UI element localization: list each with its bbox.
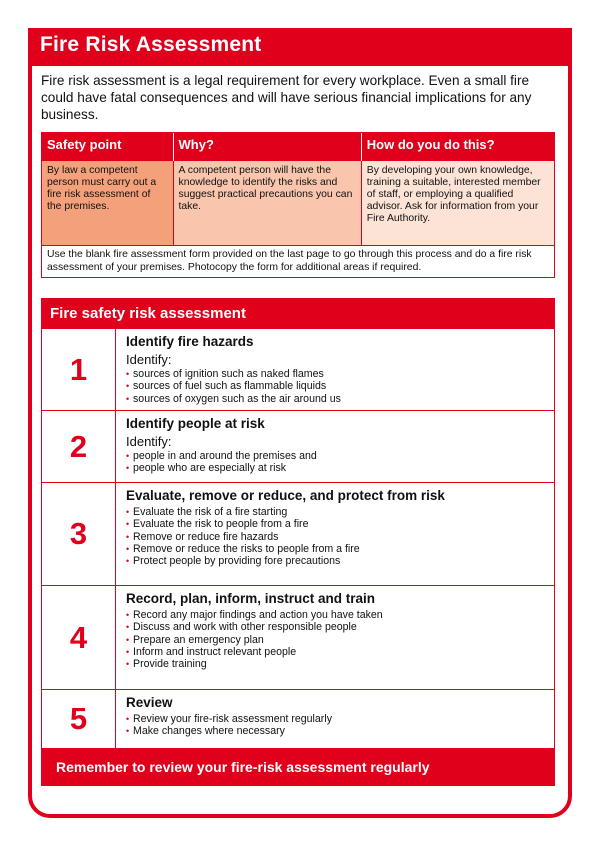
step-title: Record, plan, inform, instruct and train [126, 591, 376, 606]
step-identify-label: Identify: [126, 352, 172, 367]
step-title: Identify people at risk [126, 416, 265, 431]
list-item: • Review your fire-risk assessment regularly [126, 713, 544, 725]
safety-table [41, 132, 555, 278]
step-content [116, 483, 554, 585]
list-item: • Inform and instruct relevant people [126, 646, 544, 658]
list-item: • Protect people by providing fore precautions [126, 555, 544, 567]
cell-how: By developing your own knowledge, training a suitable, interested member of staff, or employing a qualified advisor. Ask for information from your Fire Authority. [362, 161, 554, 245]
step-identify-label: Identify: [126, 434, 172, 449]
page-title: Fire Risk Assessment [40, 33, 262, 56]
cell-safety-point: By law a competent person must carry out a fire risk assessment of the premises. [42, 161, 174, 245]
intro-paragraph: Fire risk assessment is a legal requirement for every workplace. Even a small fire could have fatal consequences and will have serious financial implications for any business. [41, 73, 532, 122]
list-item: • Prepare an emergency plan [126, 634, 544, 646]
step-list [126, 609, 544, 670]
list-item: • people in and around the premises and [126, 450, 544, 462]
header-why: Why? [174, 133, 362, 161]
cell-why: A competent person will have the knowledge to identify the risks and suggest practical precautions you can take. [174, 161, 362, 245]
list-item: • Provide training [126, 658, 544, 670]
step-number: 2 [42, 411, 116, 482]
step-number: 4 [42, 586, 116, 689]
step-row [42, 410, 554, 482]
safety-table-row [42, 161, 554, 245]
step-row [42, 482, 554, 585]
step-content [116, 411, 554, 482]
list-item: • Record any major findings and action you have taken [126, 609, 544, 621]
step-row [42, 585, 554, 689]
header-safety-point: Safety point [42, 133, 174, 161]
step-content [116, 586, 554, 689]
step-list [126, 506, 544, 567]
header-how: How do you do this? [366, 137, 495, 152]
step-row [42, 328, 554, 410]
step-list [126, 368, 544, 405]
list-item: • Make changes where necessary [126, 725, 544, 737]
list-item: • people who are especially at risk [126, 462, 544, 474]
list-item: • Evaluate the risk of a fire starting [126, 506, 544, 518]
list-item: • Discuss and work with other responsible people [126, 621, 544, 633]
step-title: Evaluate, remove or reduce, and protect from risk [126, 488, 445, 503]
step-number: 3 [42, 483, 116, 585]
step-number: 5 [42, 690, 116, 748]
list-item: • Evaluate the risk to people from a fire [126, 518, 544, 530]
footer-reminder: Remember to review your fire-risk assessment regularly [56, 759, 430, 775]
table-note: Use the blank fire assessment form provided on the last page to go through this process and do a fire risk assessment of your premises. Photocopy the form for additional areas if required. [42, 245, 554, 277]
list-item: • Remove or reduce the risks to people from a fire [126, 543, 544, 555]
step-title: Review [126, 695, 173, 710]
step-content [116, 329, 554, 410]
list-item: • sources of oxygen such as the air around us [126, 393, 544, 405]
step-row [42, 689, 554, 748]
safety-table-header [42, 133, 554, 161]
step-list [126, 713, 544, 738]
assessment-heading: Fire safety risk assessment [42, 299, 554, 328]
list-item: • sources of fuel such as flammable liquids [126, 380, 544, 392]
step-list [126, 450, 544, 475]
step-title: Identify fire hazards [126, 334, 254, 349]
list-item: • sources of ignition such as naked flames [126, 368, 544, 380]
step-number: 1 [42, 329, 116, 410]
list-item: • Remove or reduce fire hazards [126, 531, 544, 543]
assessment-box [41, 298, 555, 786]
step-content [116, 690, 554, 748]
